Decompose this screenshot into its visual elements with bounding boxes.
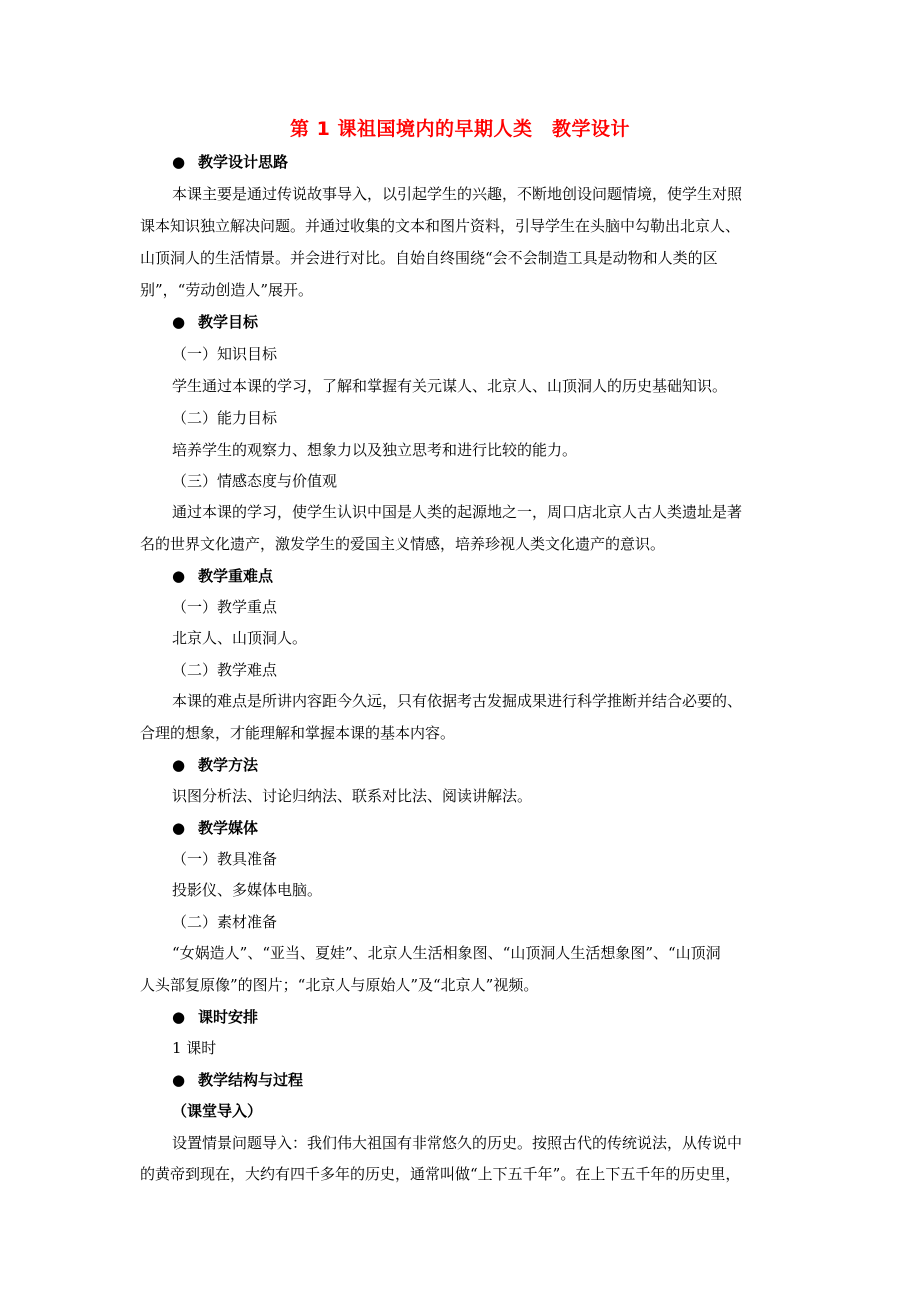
paragraph-line: 培养学生的观察力、想象力以及独立思考和进行比较的能力。 xyxy=(172,441,578,459)
paragraph-line: 合理的想象，才能理解和掌握本课的基本内容。 xyxy=(140,724,456,742)
subheading-materials: （二）素材准备 xyxy=(172,913,278,931)
paragraph-line: 的黄帝到现在，大约有四千多年的历史，通常叫做“上下五千年”。在上下五千年的历史里， xyxy=(140,1165,741,1183)
section-heading-methods: ● 教学方法 xyxy=(172,756,259,774)
bullet-icon: ● xyxy=(172,756,186,774)
bullet-icon: ● xyxy=(172,313,186,331)
subheading-key: （一）教学重点 xyxy=(172,598,278,616)
subheading-ability: （二）能力目标 xyxy=(172,409,278,427)
paragraph-line: 北京人、山顶洞人。 xyxy=(172,629,308,647)
paragraph-line: 识图分析法、讨论归纳法、联系对比法、阅读讲解法。 xyxy=(172,787,533,805)
paragraph-line: “女娲造人”、“亚当、夏娃”、北京人生活相象图、“山顶洞人生活想象图”、“山顶洞 xyxy=(172,944,721,962)
paragraph-line: 投影仪、多媒体电脑。 xyxy=(172,881,323,899)
bullet-icon: ● xyxy=(172,153,186,171)
subheading-tools: （一）教具准备 xyxy=(172,850,278,868)
section-heading-key-points: ● 教学重难点 xyxy=(172,567,274,585)
subheading-knowledge: （一）知识目标 xyxy=(172,345,278,363)
paragraph-line: 通过本课的学习，使学生认识中国是人类的起源地之一，周口店北京人古人类遗址是著 xyxy=(172,503,743,521)
section-heading-objectives: ● 教学目标 xyxy=(172,313,259,331)
paragraph-line: 学生通过本课的学习，了解和掌握有关元谋人、北京人、山顶洞人的历史基础知识。 xyxy=(172,377,728,395)
document-title: 第 1 课祖国境内的早期人类 教学设计 xyxy=(290,118,630,140)
paragraph-line: 名的世界文化遗产，激发学生的爱国主义情感，培养珍视人类文化遗产的意识。 xyxy=(140,535,666,553)
section-heading-process: ● 教学结构与过程 xyxy=(172,1071,304,1089)
paragraph-line: 设置情景问题导入：我们伟大祖国有非常悠久的历史。按照古代的传统说法，从传说中 xyxy=(172,1134,743,1152)
paragraph-line: 本课主要是通过传说故事导入，以引起学生的兴趣，不断地创设问题情境，使学生对照 xyxy=(172,185,743,203)
paragraph-line: 1 课时 xyxy=(172,1039,217,1057)
paragraph-line: 山顶洞人的生活情景。并会进行对比。自始自终围绕“会不会制造工具是动物和人类的区 xyxy=(140,249,718,267)
subheading-intro: （课堂导入） xyxy=(172,1102,263,1120)
paragraph-line: 本课的难点是所讲内容距今久远，只有依据考古发掘成果进行科学推断并结合必要的、 xyxy=(172,692,743,710)
bullet-icon: ● xyxy=(172,1071,186,1089)
section-heading-schedule: ● 课时安排 xyxy=(172,1008,259,1026)
bullet-icon: ● xyxy=(172,1008,186,1026)
section-heading-design-idea: ● 教学设计思路 xyxy=(172,153,289,171)
section-heading-media: ● 教学媒体 xyxy=(172,819,259,837)
paragraph-line: 别”，“劳动创造人”展开。 xyxy=(140,281,314,299)
subheading-emotion: （三）情感态度与价值观 xyxy=(172,472,338,490)
bullet-icon: ● xyxy=(172,567,186,585)
subheading-difficulty: （二）教学难点 xyxy=(172,661,278,679)
bullet-icon: ● xyxy=(172,819,186,837)
paragraph-line: 人头部复原像”的图片；“北京人与原始人”及“北京人”视频。 xyxy=(140,976,539,994)
paragraph-line: 课本知识独立解决问题。并通过收集的文本和图片资料，引导学生在头脑中勾勒出北京人、 xyxy=(140,217,741,235)
